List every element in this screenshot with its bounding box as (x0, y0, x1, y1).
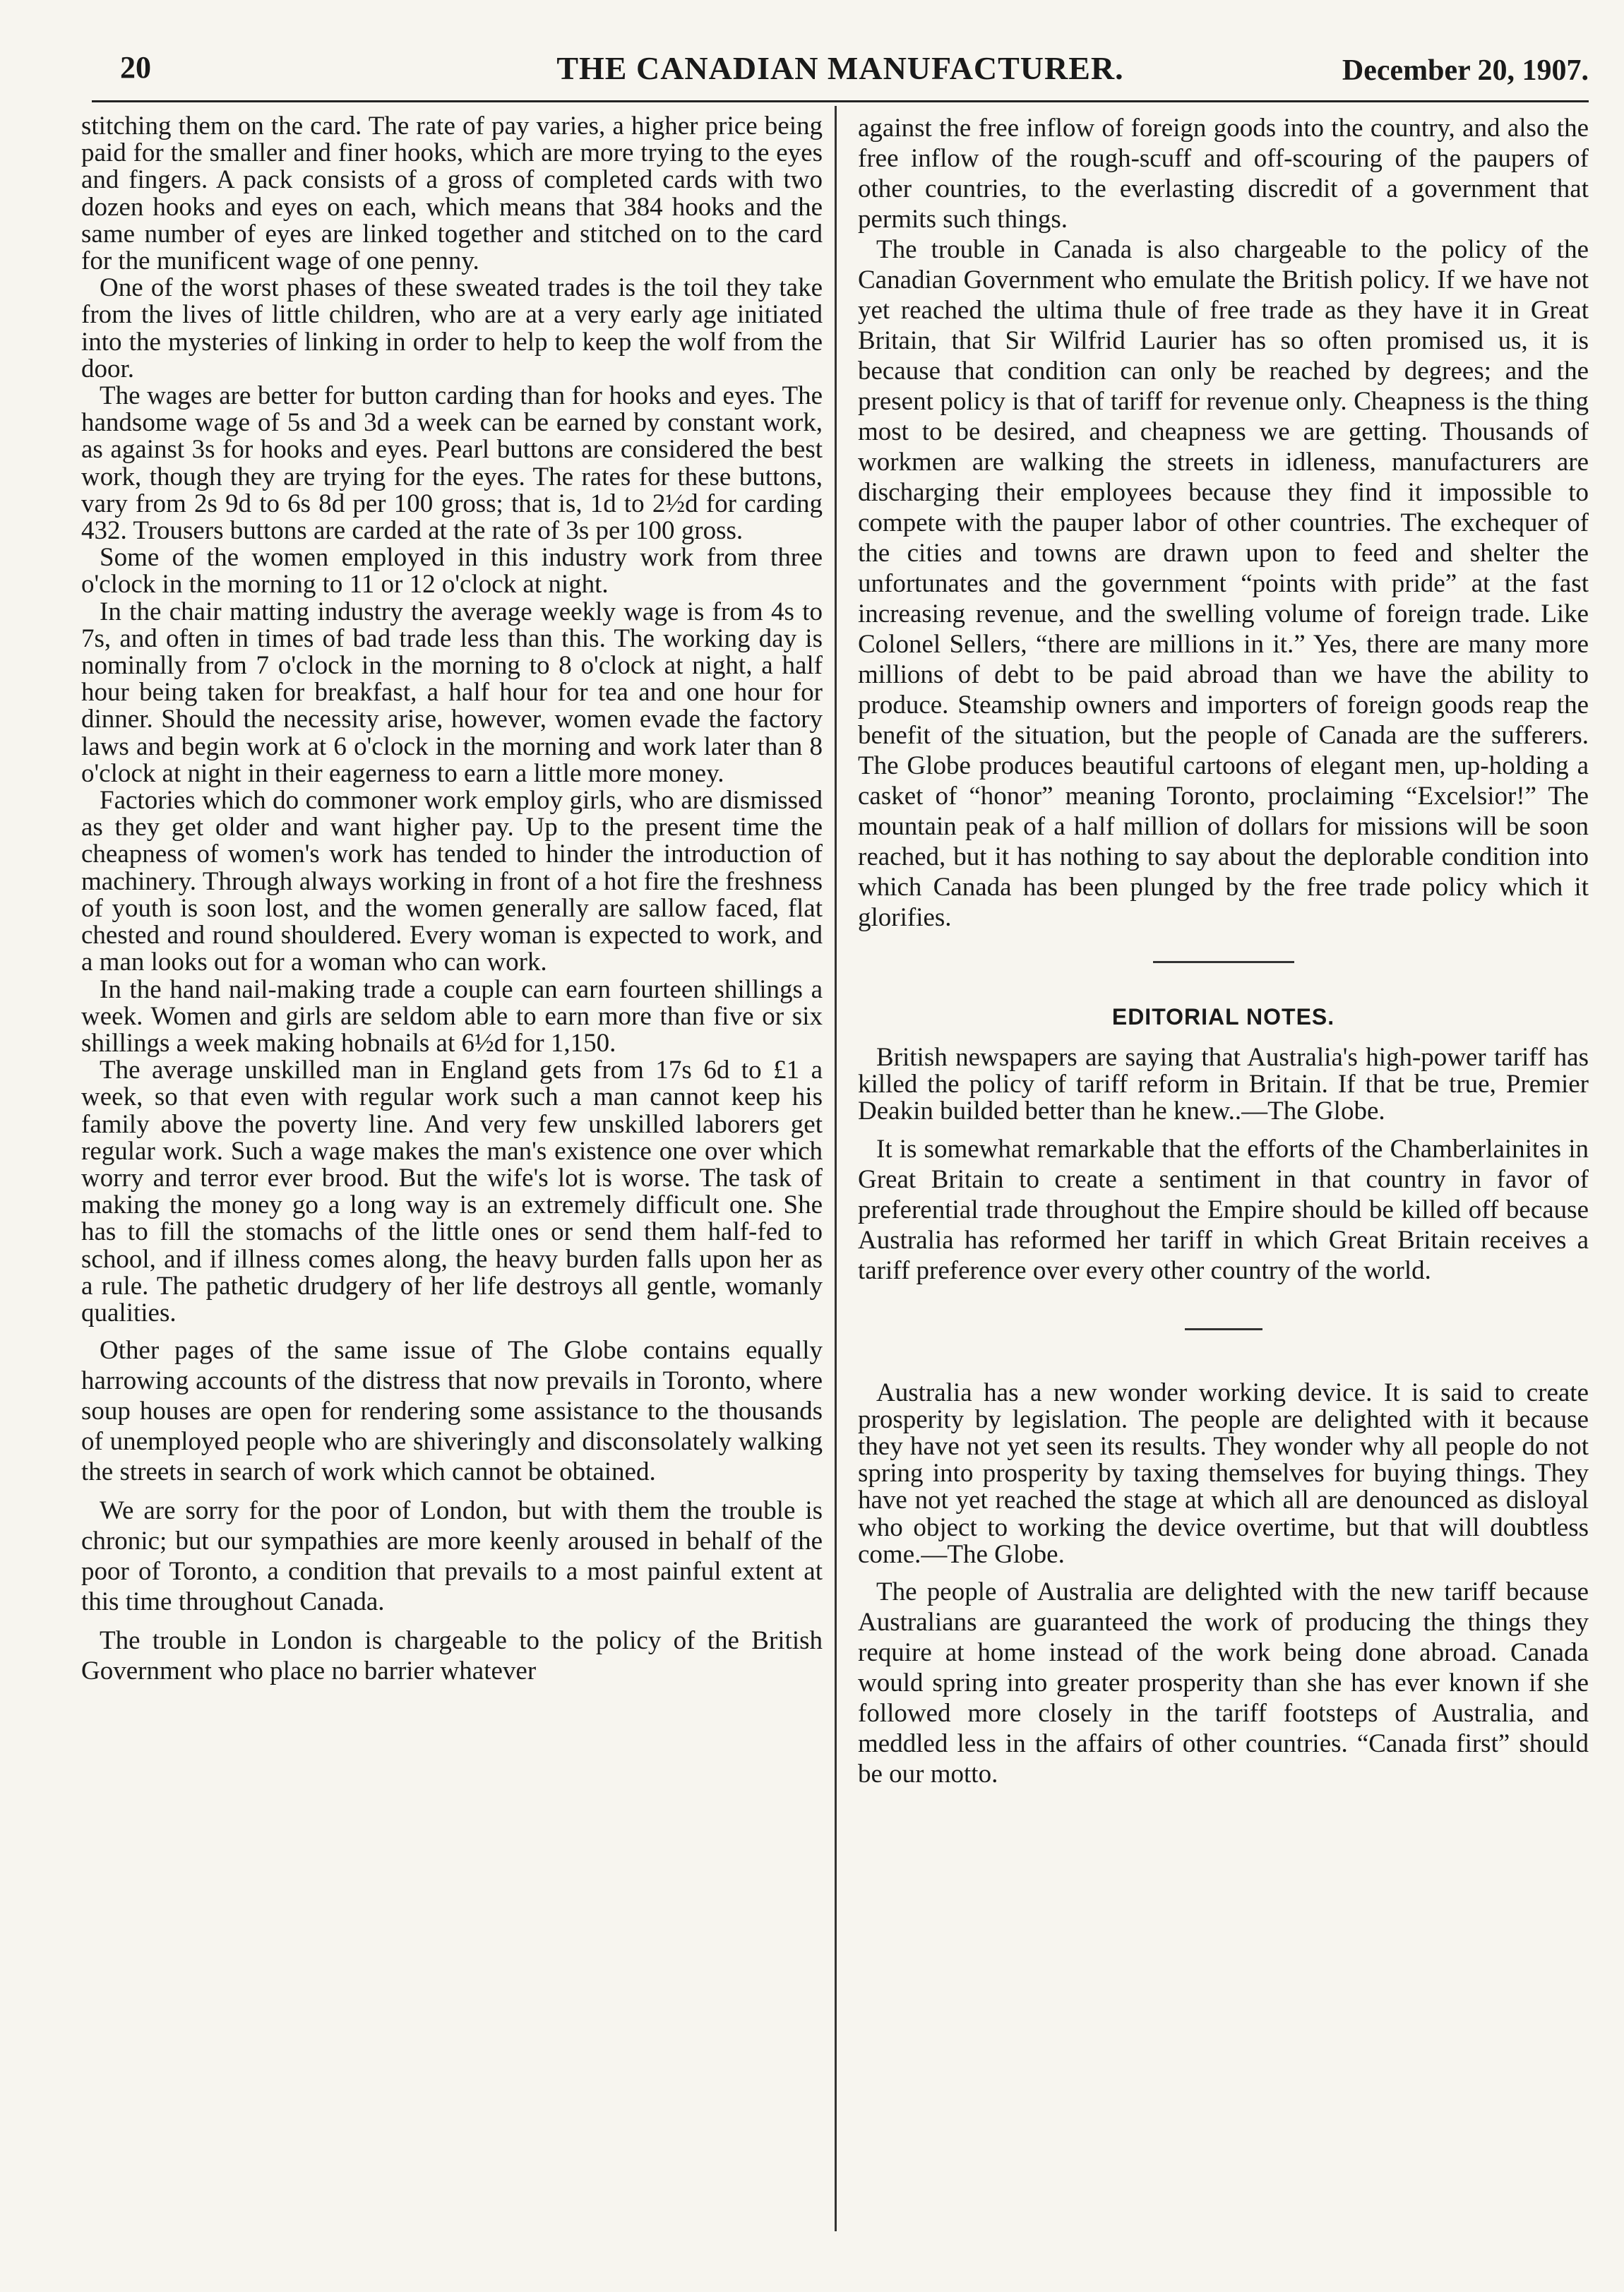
header-rule (92, 100, 1589, 102)
article-paragraph: The trouble in Canada is also chargeable to the policy of the Canadian Government who emulate the British policy. If we have not yet reached the ultima thule of free trade as they have it in Great Britain, that Sir Wilfrid Laurier has so often promised us, it is because that condition can only be reached by degrees; and the present policy is that of tariff for revenue only. Cheapness is the thing most to be desired, and cheapness we are getting. Thousands of workmen are walking the streets in idleness, manufacturers are discharging their employees because they find it impossible to compete with the pauper labor of other countries. The exchequer of the cities and towns are drawn upon to feed and shelter the unfortunates and the government “points with pride” at the fast increasing revenue, and the swelling volume of foreign trade. Like Colonel Sellers, “there are millions in it.” Yes, there are many more millions of debt to be paid abroad than we have the ability to produce. Steamship owners and importers of foreign goods reap the benefit of the situation, but the people of Canada are the sufferers. The Globe produces beautiful cartoons of elegant men, up-holding a casket of “honor” meaning Toronto, proclaiming “Excelsior!” The mountain peak of a half million of dollars for missions will be soon reached, but it has nothing to say about the deplorable condition into which Canada has been plunged by the free trade policy which it glorifies. (858, 235, 1589, 932)
article-paragraph: The trouble in London is chargeable to the policy of the British Government who place no barrier whatever (81, 1626, 823, 1686)
article-paragraph: We are sorry for the poor of London, but with them the trouble is chronic; but our sympathies are more keenly aroused in behalf of the poor of Toronto, a condition that prevails to a most painful extent at this time throughout Canada. (81, 1496, 823, 1617)
editorial-paragraph: Australia has a new wonder working device. It is said to create prosperity by legislation. The people are delighted with it because they have not yet seen its results. They wonder why all people do not spring into prosperity by taxing themselves for buying things. They have not yet reached the stage at which all are denounced as disloyal who object to working the device overtime, but that will doubtless come.—The Globe. (858, 1378, 1589, 1569)
left-column (81, 113, 823, 1686)
section-divider (1153, 961, 1294, 963)
editorial-paragraph: The people of Australia are delighted with the new tariff because Australians are guaranteed the work of producing the things they require at home instead of the work being done abroad. Canada would spring into greater prosperity than she has ever known if she followed more closely in the tariff footsteps of Australia, and meddled less in the affairs of other countries. “Canada first” should be our motto. (858, 1577, 1589, 1789)
editorial-notes-heading: EDITORIAL NOTES. (1111, 1004, 1335, 1029)
article-paragraph: stitching them on the card. The rate of pay varies, a higher price being paid for the smaller and finer hooks, which are more trying to the eyes and fingers. A pack consists of a gross of completed cards with two dozen hooks and eyes on each, which means that 384 hooks and the same number of eyes are linked together and stitched on to the card for the munificent wage of one penny. (81, 112, 823, 276)
right-column (858, 113, 1589, 1789)
editorial-paragraph: British newspapers are saying that Australia's high-power tariff has killed the policy of tariff reform in Britain. If that be true, Premier Deakin builded better than he knew..—The Globe. (858, 1043, 1589, 1126)
article-paragraph: The wages are better for button carding than for hooks and eyes. The handsome wage of 5s and 3d a week can be earned by constant work, as against 3s for hooks and eyes. Pearl buttons are considered the best work, though they are trying for the eyes. The rates for these buttons, vary from 2s 9d to 6s 8d per 100 gross; that is, 1d to 2½d for carding 432. Trousers buttons are carded at the rate of 3s per 100 gross. (81, 381, 823, 546)
article-paragraph: Some of the women employed in this industry work from three o'clock in the morning to 11 or 12 o'clock at night. (81, 543, 823, 599)
issue-date: December 20, 1907. (1342, 54, 1589, 87)
article-paragraph: Other pages of the same issue of The Globe contains equally harrowing accounts of the distress that now prevails in Toronto, where soup houses are open for rendering some assistance to the thousands of unemployed people who are shiveringly and disconsolately walking the streets in search of work which cannot be obtained. (81, 1336, 823, 1487)
column-divider (835, 106, 837, 2231)
editorial-paragraph: It is somewhat remarkable that the efforts of the Chamberlainites in Great Britain to create a sentiment in that country in favor of preferential trade throughout the Empire should be killed off because Australia has reformed her tariff in which Great Britain receives a tariff preference over every other country of the world. (858, 1134, 1589, 1285)
article-paragraph: against the free inflow of foreign goods into the country, and also the free inflow of the rough-scuff and off-scouring of the paupers of other countries, to the everlasting discredit of a government that permits such things. (858, 114, 1589, 234)
article-paragraph: In the hand nail-making trade a couple can earn fourteen shillings a week. Women and girls are seldom able to earn more than five or six shillings a week making hobnails at 6½d for 1,150. (81, 974, 823, 1058)
page-header (92, 49, 1589, 99)
article-paragraph: One of the worst phases of these sweated trades is the toil they take from the lives of little children, who are at a very early age initiated into the mysteries of linking in order to help to keep the wolf from the door. (81, 273, 823, 383)
section-divider (1185, 1328, 1262, 1330)
publication-title: THE CANADIAN MANUFACTURER. (556, 50, 1124, 86)
article-paragraph: The average unskilled man in England gets from 17s 6d to £1 a week, so that even with regular work such a man cannot keep his family above the poverty line. And very few unskilled laborers get regular work. Such a wage makes the man's existence one over which worry and terror ever brood. But the wife's lot is worse. The task of making the money go a long way is an extremely difficult one. She has to fill the stomachs of the little ones or send them half-fed to school, and if illness comes along, the heavy burden falls upon her as a rule. The pathetic drudgery of her life destroys all gentle, womanly qualities. (81, 1056, 823, 1327)
article-paragraph: In the chair matting industry the average weekly wage is from 4s to 7s, and often in times of bad trade less than this. The working day is nominally from 7 o'clock in the morning to 8 o'clock at night, a half hour being taken for breakfast, a half hour for tea and one hour for dinner. Should the necessity arise, however, women evade the factory laws and begin work at 6 o'clock in the morning and work later than 8 o'clock at night in their eagerness to earn a little more money. (81, 597, 823, 788)
article-paragraph: Factories which do commoner work employ girls, who are dismissed as they get older and want higher pay. Up to the present time the cheapness of women's work has tended to hinder the introduction of machinery. Through always working in front of a hot fire the freshness of youth is soon lost, and the women generally are sallow faced, flat chested and round shouldered. Every woman is expected to work, and a man looks out for a woman who can work. (81, 786, 823, 977)
page-number: 20 (120, 50, 151, 85)
